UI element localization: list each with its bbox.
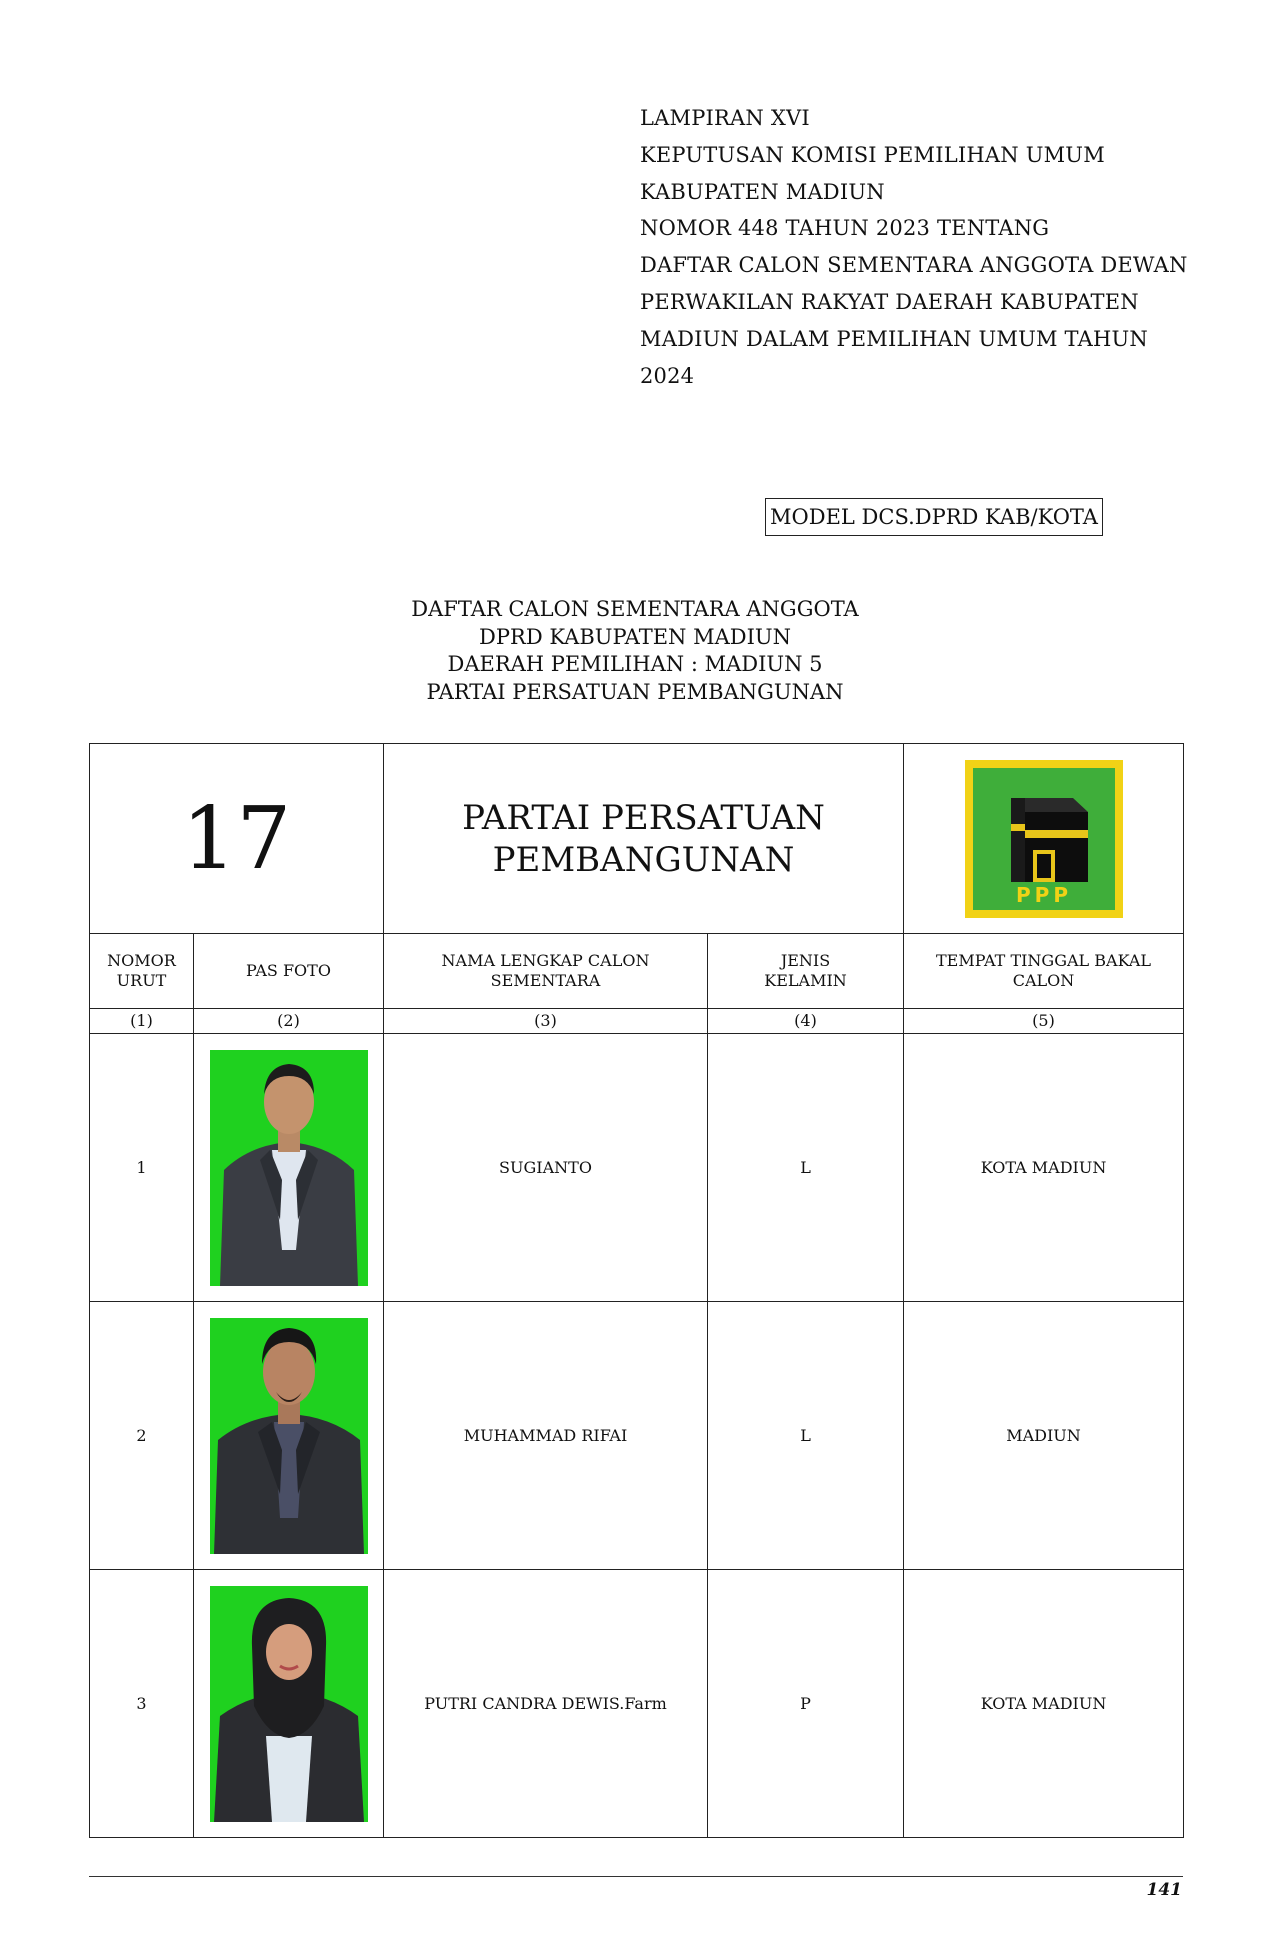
header-jenis-kelamin bbox=[708, 934, 904, 1009]
lampiran-line: DAFTAR CALON SEMENTARA ANGGOTA DEWAN bbox=[640, 253, 1188, 278]
photo-cell bbox=[194, 1570, 384, 1838]
party-number: 17 bbox=[181, 788, 292, 889]
heading-line: DPRD KABUPATEN MADIUN bbox=[479, 624, 791, 649]
svg-text:PPP: PPP bbox=[1015, 882, 1072, 907]
kaaba-icon bbox=[973, 768, 1115, 910]
index-cell: (1) bbox=[90, 1009, 194, 1034]
index-cell: (3) bbox=[384, 1009, 708, 1034]
lampiran-line: KABUPATEN MADIUN bbox=[640, 179, 885, 204]
row-number: 1 bbox=[90, 1034, 194, 1302]
candidate-gender: L bbox=[708, 1034, 904, 1302]
heading-line: PARTAI PERSATUAN PEMBANGUNAN bbox=[426, 679, 844, 704]
party-name-line: PARTAI PERSATUAN bbox=[462, 797, 825, 838]
table-row bbox=[90, 1570, 1184, 1838]
table-row bbox=[90, 1034, 1184, 1302]
party-logo-cell bbox=[904, 744, 1184, 934]
photo-cell bbox=[194, 1034, 384, 1302]
candidate-name: MUHAMMAD RIFAI bbox=[384, 1302, 708, 1570]
header-line: TEMPAT TINGGAL BAKAL bbox=[935, 951, 1152, 970]
candidate-photo bbox=[210, 1318, 368, 1554]
party-name-line: PEMBANGUNAN bbox=[492, 839, 795, 880]
header-tempat-tinggal bbox=[904, 934, 1184, 1009]
index-cell: (2) bbox=[194, 1009, 384, 1034]
ppp-logo bbox=[965, 760, 1123, 918]
lampiran-line: 2024 bbox=[640, 363, 695, 388]
heading-line: DAERAH PEMILIHAN : MADIUN 5 bbox=[447, 652, 823, 676]
row-number: 3 bbox=[90, 1570, 194, 1838]
header-line: JENIS bbox=[780, 951, 831, 970]
header-line: NAMA LENGKAP CALON bbox=[441, 951, 650, 970]
candidate-table bbox=[89, 743, 1184, 1838]
lampiran-line: NOMOR 448 TAHUN 2023 TENTANG bbox=[640, 216, 1050, 241]
party-header-row bbox=[90, 744, 1184, 934]
index-cell: (5) bbox=[904, 1009, 1184, 1034]
candidate-gender: P bbox=[708, 1570, 904, 1838]
row-number: 2 bbox=[90, 1302, 194, 1570]
candidate-photo bbox=[210, 1050, 368, 1286]
document-heading bbox=[0, 596, 1270, 706]
lampiran-block bbox=[640, 100, 1200, 394]
header-pas-foto bbox=[194, 934, 384, 1009]
candidate-name: PUTRI CANDRA DEWIS.Farm bbox=[384, 1570, 708, 1838]
candidate-residence: KOTA MADIUN bbox=[904, 1570, 1184, 1838]
model-label: MODEL DCS.DPRD KAB/KOTA bbox=[765, 498, 1103, 536]
candidate-name: SUGIANTO bbox=[384, 1034, 708, 1302]
header-line: CALON bbox=[1012, 971, 1075, 990]
index-cell: (4) bbox=[708, 1009, 904, 1034]
lampiran-line: KEPUTUSAN KOMISI PEMILIHAN UMUM bbox=[640, 142, 1105, 167]
table-row bbox=[90, 1302, 1184, 1570]
header-line: PAS FOTO bbox=[246, 961, 331, 980]
column-index-row bbox=[90, 1009, 1184, 1034]
photo-cell bbox=[194, 1302, 384, 1570]
header-line: NOMOR bbox=[107, 951, 176, 970]
footer-divider bbox=[89, 1876, 1183, 1877]
lampiran-line: MADIUN DALAM PEMILIHAN UMUM TAHUN bbox=[640, 326, 1148, 351]
candidate-residence: KOTA MADIUN bbox=[904, 1034, 1184, 1302]
heading-line: DAFTAR CALON SEMENTARA ANGGOTA bbox=[411, 597, 859, 621]
page-number: 141 bbox=[1146, 1880, 1182, 1900]
lampiran-line: LAMPIRAN XVI bbox=[640, 106, 810, 130]
lampiran-line: PERWAKILAN RAKYAT DAERAH KABUPATEN bbox=[640, 289, 1139, 314]
header-line: URUT bbox=[116, 971, 167, 990]
candidate-photo bbox=[210, 1586, 368, 1822]
candidate-residence: MADIUN bbox=[904, 1302, 1184, 1570]
party-name-cell bbox=[384, 744, 904, 934]
header-line: KELAMIN bbox=[764, 971, 847, 990]
column-header-row bbox=[90, 934, 1184, 1009]
candidate-gender: L bbox=[708, 1302, 904, 1570]
header-nomor-urut bbox=[90, 934, 194, 1009]
header-nama bbox=[384, 934, 708, 1009]
party-number-cell bbox=[90, 744, 384, 934]
header-line: SEMENTARA bbox=[490, 971, 601, 990]
